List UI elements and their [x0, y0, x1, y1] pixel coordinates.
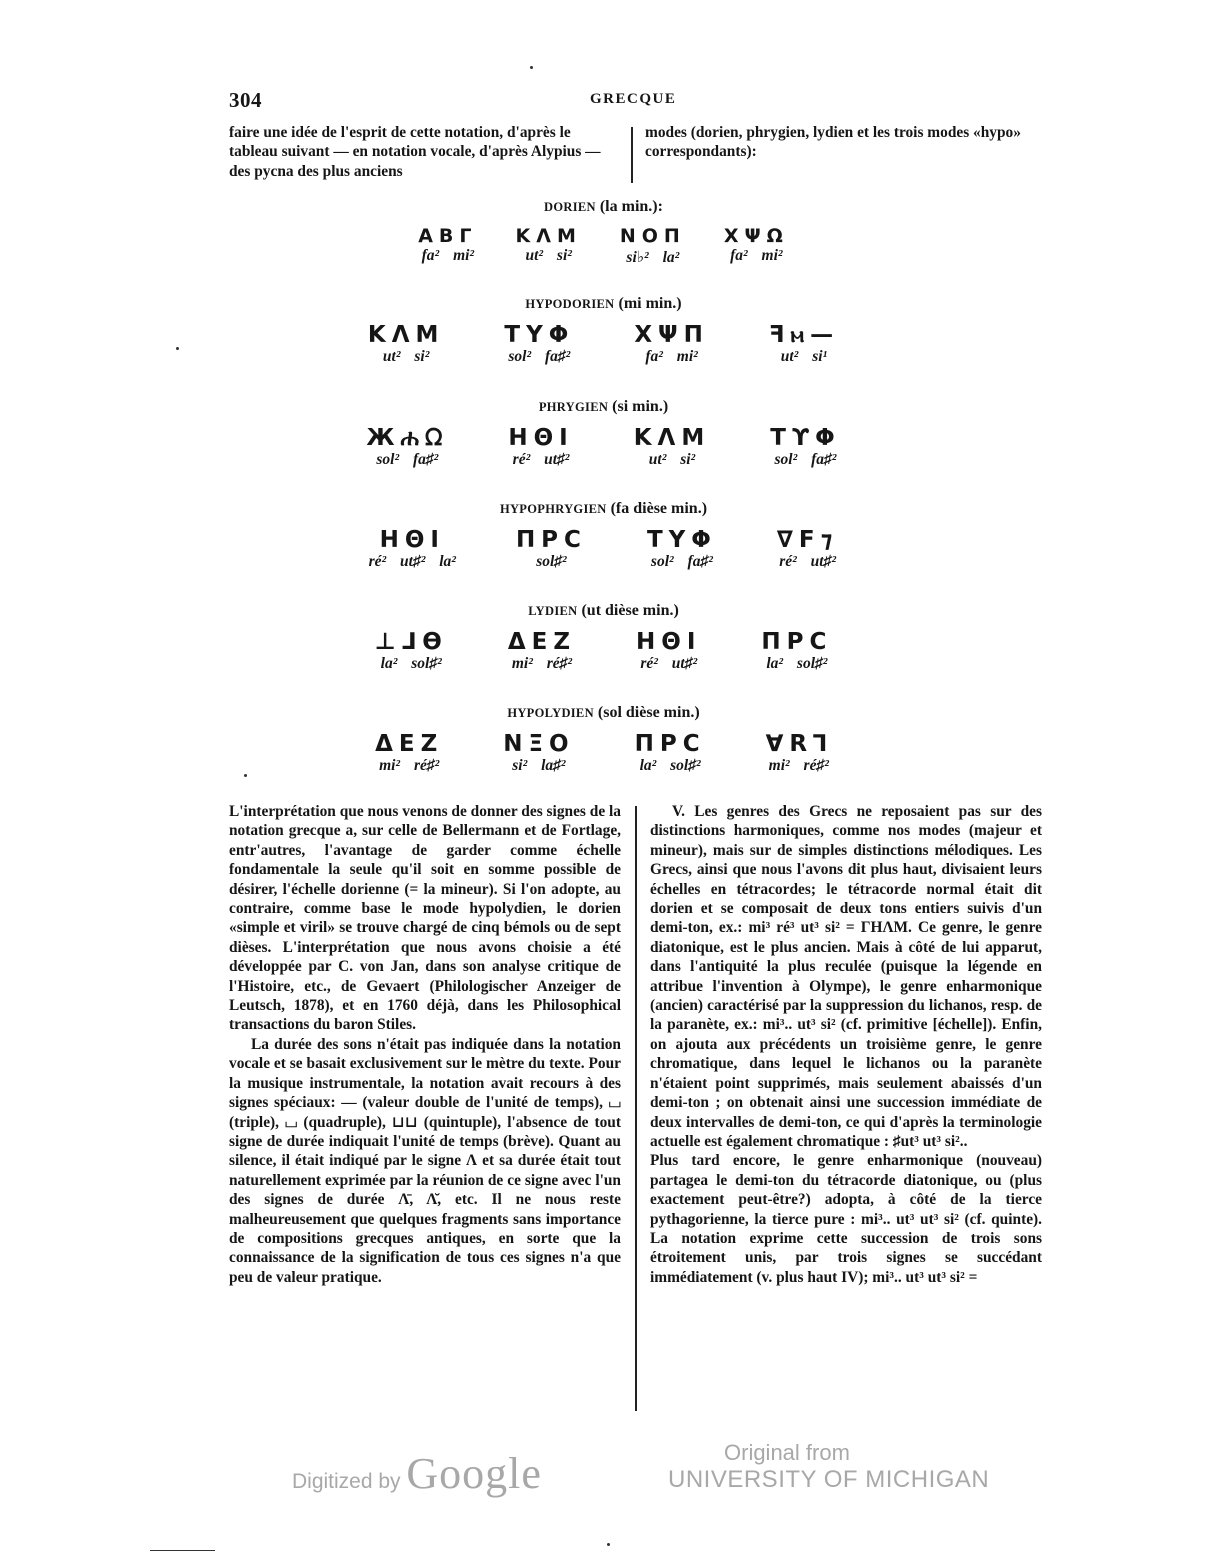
note-names: mi² ré♯²	[768, 757, 829, 774]
note-names: ré² ut♯²	[512, 451, 570, 468]
notation-symbols: ΗΘΙ	[636, 629, 702, 655]
notation-symbols: ΚΛΜ	[367, 322, 445, 348]
body-right-column	[650, 802, 1042, 1287]
notation-symbols: ∀R⅂	[765, 731, 832, 757]
speck	[244, 774, 247, 777]
note-names: sol² fa♯²	[650, 553, 713, 570]
mode-range: (si min.)	[612, 398, 669, 415]
paragraph: V. Les genres des Grecs ne reposaient pas sur des distinctions harmoniques, comme nos modes (majeur et mineur), mais sur de simples distinctions mélodiques. Les Grecs, ainsi que nous l'avons dit plus haut, divisaient leurs échelles en tétracordes; le tétracorde normal était dit dorien et se composait de deux tons entiers suivis d'un demi-ton, ex.: mi³ ré³ ut³ si² = ΓΗΛΜ. Ce genre, le genre diatonique, est le plus ancien. Mais à côté de lui apparut, dans l'antiquité la plus reculée (puisque la légende en attribue l'invention à Olympe), le genre enharmonique (ancien) caractérisé par la suppression du lichanos, resp. de la paranète, ex.: mi³.. ut³ si² (cf. primitive [échelle]). Enfin, on ajouta aux précédents un troisième genre, le genre chromatique, dans lequel le lichanos ou la paranète n'étaient point supprimés, mais seulement abaissés d'un demi-ton ; on obtenait ainsi une succession immédiate de deux intervalles de demi-ton, ce qui d'après la terminologie actuelle est également chromatique : ♯ut³ ut³ si²..	[650, 803, 1042, 1150]
mode-name: HYPODORIEN	[525, 297, 615, 311]
notation-symbols: ΚΛΜ	[515, 225, 582, 247]
notation-symbols: ΑΒΓ	[418, 225, 478, 247]
notation-symbols: ΚΛΜ	[633, 425, 711, 451]
notation-symbols: ΠΡC	[515, 527, 587, 553]
watermark-digitized	[292, 1448, 542, 1499]
note-names: sol² fa♯²	[774, 451, 837, 468]
notation-group	[634, 425, 711, 469]
watermark-university: UNIVERSITY OF MICHIGAN	[668, 1466, 990, 1493]
paragraph: L'interprétation que nous venons de donner des signes de la notation grecque a, sur celle de Bellermann et de Fortlage, entr'autres, l'avantage de garder comme échelle fondamentale la seule qu'il soit en somme possible de désirer, l'échelle dorienne (= la mineur). Si l'on adopte, au contraire, comme base le mode hypolydien, le dorien «simple et viril» se trouve chargé de cinq bémols ou de sept dièses. L'interprétation que nous avons choisie a été développée par C. von Jan, dans son analyse critique de l'Histoire, etc., de Gevaert (Philologischer Anzeiger de Leutsch, 1878), et en 1760 déjà, dans les Philosophical transactions du baron Stiles.	[229, 803, 621, 1034]
watermark-original-from: Original from	[724, 1440, 850, 1465]
mode-range: (fa dièse min.)	[610, 500, 708, 517]
note-names: si♭² la²	[626, 249, 680, 266]
note-names: ré² ut♯²	[640, 655, 698, 672]
notation-group	[777, 527, 839, 571]
notation-group	[375, 629, 448, 673]
mode-title	[0, 198, 1207, 216]
notation-symbols: ΔΕΖ	[375, 731, 444, 757]
note-names: sol² fa♯²	[508, 348, 571, 365]
notation-group	[769, 322, 839, 366]
notation-symbols: ΝΞΟ	[503, 731, 575, 757]
paragraph: Plus tard encore, le genre enharmonique (nouveau) partagea le demi-ton du tétracorde diatonique, ou (plus exactement peut-être?) adopta, à côté de la tierce pythagorienne, la tierce pure : mi³.. ut³ ut³ si² (cf. quinte). La notation exprime cette succession de trois sons étroitement unis, par trois signes se succédant immédiatement (v. plus haut IV); mi³.. ut³ ut³ si² =	[650, 1152, 1042, 1286]
notation-symbols: ꟻⲙ—	[768, 322, 840, 348]
mode-name: HYPOPHRYGIEN	[499, 502, 607, 516]
notation-group	[375, 731, 443, 775]
mode-title	[0, 704, 1207, 722]
notation-symbols: ΗΘΙ	[379, 527, 445, 553]
note-names: la² sol♯²	[639, 757, 701, 774]
body-left-column	[229, 802, 621, 1287]
notation-symbols: ΠΡC	[634, 731, 706, 757]
note-names: ré² ut♯² la²	[368, 553, 456, 570]
note-names: mi² ré♯²	[379, 757, 440, 774]
notation-row	[0, 527, 1207, 571]
notation-row	[0, 731, 1207, 775]
mode-range: (ut dièse min.)	[581, 602, 679, 619]
mode-name: DORIEN	[544, 200, 596, 214]
note-names: mi² ré♯²	[511, 655, 573, 672]
mode-range: (mi min.)	[618, 295, 682, 312]
notation-group	[620, 225, 686, 267]
mode-name: PHRYGIEN	[538, 400, 609, 414]
watermark-digitized-text: Digitized by	[292, 1470, 401, 1493]
notation-group	[647, 527, 717, 571]
note-names: fa² mi²	[645, 348, 698, 365]
notation-group	[508, 629, 576, 673]
notation-symbols: ΧΨΠ	[634, 322, 709, 348]
notation-group	[516, 527, 587, 571]
note-names: ut² si²	[648, 451, 696, 468]
notation-symbols: ΤϒΦ	[770, 425, 841, 451]
notation-group	[369, 527, 456, 571]
notation-row	[0, 225, 1207, 267]
note-names: ut² si²	[382, 348, 430, 365]
notation-row	[0, 425, 1207, 469]
intro-right: modes (dorien, phrygien, lydien et les trois modes «hypo» correspondants):	[645, 124, 1021, 161]
note-names: sol♯²	[536, 553, 567, 570]
speck	[530, 66, 533, 69]
mode-range: (sol dièse min.)	[597, 704, 700, 721]
notation-symbols: ΤΥΦ	[504, 322, 575, 348]
notation-group	[503, 731, 574, 775]
notation-row	[0, 322, 1207, 366]
notation-symbols: ⊥⅃ϴ	[374, 629, 448, 655]
note-names: ut² si¹	[780, 348, 828, 365]
notation-symbols: ΧΨΩ	[723, 225, 789, 247]
notation-group	[366, 425, 448, 469]
mode-title	[0, 602, 1207, 620]
notation-symbols: ΝΟΠ	[619, 225, 686, 247]
mode-range: (la min.):	[599, 198, 663, 215]
note-names: ut² si²	[525, 247, 572, 264]
page-number: 304	[229, 88, 262, 112]
notation-group	[634, 322, 709, 366]
column-rule-top	[631, 127, 633, 183]
footer-rule	[150, 1550, 215, 1551]
notation-group	[636, 629, 701, 673]
google-logo: Google	[406, 1449, 542, 1498]
speck	[607, 1543, 610, 1546]
note-names: si² la♯²	[512, 757, 566, 774]
notation-symbols: Жሐᘯ	[366, 425, 449, 451]
mode-name: LYDIEN	[528, 604, 578, 618]
intro-left: faire une idée de l'esprit de cette notation, d'après le tableau suivant — en notation vocale, d'après Alypius — des pycna des plus anciens	[229, 124, 601, 180]
notation-symbols: ΤΥΦ	[646, 527, 717, 553]
paragraph: La durée des sons n'était pas indiquée dans la notation vocale et se basait exclusivement sur le mètre du texte. Pour la musique instrumentale, la notation avait recours à des signes spéciaux: — (valeur double de l'unité de temps), ⌴ (triple), ⌴ (quadruple), ⊔⊔ (quintuple), l'absence de tout signe de durée indiquait l'unité de temps (brève). Quant au silence, il était indiqué par le signe Λ et sa durée était tout naturellement exprimée par la réunion de ce signe avec l'un des signes de durée Λ̄, Λ̆, etc. Il ne nous reste malheureusement que quelques fragments sans importance de compositions grecques antiques, en sorte que la connaissance de la signification de tous ces signes n'a que peu de valeur pratique.	[229, 1035, 621, 1286]
note-names: fa² mi²	[730, 247, 783, 264]
notation-group	[368, 322, 445, 366]
note-names: fa² mi²	[421, 247, 475, 264]
mode-name: HYPOLYDIEN	[507, 706, 594, 720]
notation-group	[766, 731, 832, 775]
notation-group	[635, 731, 706, 775]
note-names: sol² fa♯²	[376, 451, 439, 468]
notation-group	[508, 425, 573, 469]
running-head: GRECQUE	[590, 91, 677, 107]
notation-group	[724, 225, 789, 267]
note-names: la² sol♯²	[380, 655, 442, 672]
speck	[176, 347, 179, 350]
notation-row	[0, 629, 1207, 673]
notation-symbols: ∇F⁊	[776, 527, 839, 553]
notation-group	[504, 322, 574, 366]
column-rule-body	[635, 806, 637, 1411]
mode-title	[0, 295, 1207, 313]
mode-title	[0, 398, 1207, 416]
notation-symbols: ΠΡC	[761, 629, 833, 655]
notation-group	[770, 425, 840, 469]
notation-group	[418, 225, 477, 267]
note-names: ré² ut♯²	[779, 553, 836, 570]
note-names: la² sol♯²	[766, 655, 828, 672]
notation-group	[516, 225, 582, 267]
mode-title	[0, 500, 1207, 518]
notation-group	[761, 629, 832, 673]
notation-symbols: ΔΕΖ	[507, 629, 577, 655]
notation-symbols: ΗΘΙ	[508, 425, 574, 451]
